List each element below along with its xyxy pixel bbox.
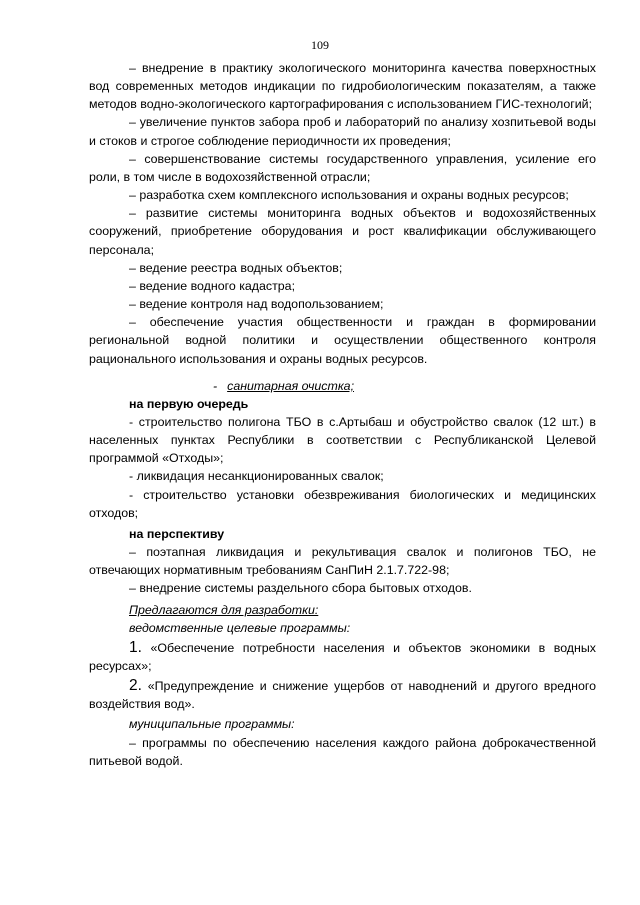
sanitary-section-title: [89, 377, 596, 395]
body-paragraph: – увеличение пунктов забора проб и лабораторий по анализу хозпитьевой воды и стоков и строгое соблюдение периодичности их проведения;: [89, 115, 596, 148]
body-paragraph: – обеспечение участия общественности и граждан в формировании региональной водной политики и осуществлении общественного контроля рационального использования и охраны водных ресурсов.: [89, 315, 596, 366]
departmental-programs-heading: ведомственные целевые программы:: [129, 620, 351, 635]
sanitary-dash: -: [213, 378, 218, 393]
body-paragraph: – ведение реестра водных объектов;: [129, 260, 343, 275]
first-priority-heading: на первую очередь: [129, 396, 249, 411]
item-text: «Предупреждение и снижение ущербов от наводнений и другого вредного воздействия вод».: [89, 679, 596, 712]
future-item: – внедрение системы раздельного сбора бытовых отходов.: [129, 581, 472, 596]
sanitary-title-text: санитарная очистка;: [227, 378, 355, 393]
departmental-program-item: [89, 639, 596, 675]
body-paragraph: – совершенствование системы государственного управления, усиление его роли, в том числе в водохозяйственной отрасли;: [89, 151, 596, 184]
body-paragraph: – развитие системы мониторинга водных объектов и водохозяйственных сооружений, приобретение оборудования и рост квалификации обслуживающего персонала;: [89, 206, 596, 257]
body-paragraph: – внедрение в практику экологического мониторинга качества поверхностных вод современных методов индикации по гидробиологическим показателям, а также методов водно-экологического картографирования с использованием ГИС-технологий;: [89, 61, 596, 112]
item-number: 1.: [129, 638, 142, 656]
municipal-program-item: – программы по обеспечению населения каждого района доброкачественной питьевой водой.: [89, 735, 596, 768]
item-text: «Обеспечение потребности населения и объектов экономики в водных ресурсах»;: [89, 640, 596, 673]
first-priority-item: - строительство полигона ТБО в с.Артыбаш и обустройство свалок (12 шт.) в населенных пунктах Республики в соответствии с Республиканской Целевой программой «Отходы»;: [89, 414, 596, 466]
body-paragraph: – разработка схем комплексного использования и охраны водных ресурсов;: [129, 188, 569, 203]
municipal-programs-heading: муниципальные программы:: [129, 717, 295, 732]
departmental-program-item: [89, 677, 596, 713]
first-priority-item: - строительство установки обезвреживания биологических и медицинских отходов;: [89, 487, 596, 520]
page-number: 109: [311, 38, 329, 52]
proposals-title: Предлагаются для разработки:: [129, 602, 319, 617]
future-item: – поэтапная ликвидация и рекультивация свалок и полигонов ТБО, не отвечающих нормативным требованиям СанПиН 2.1.7.722-98;: [89, 545, 596, 578]
page-body: [89, 59, 596, 770]
future-heading: на перспективу: [129, 526, 225, 541]
first-priority-item: - ликвидация несанкционированных свалок;: [129, 469, 384, 484]
item-number: 2.: [129, 677, 142, 695]
body-paragraph: – ведение контроля над водопользованием;: [129, 297, 384, 312]
body-paragraph: – ведение водного кадастра;: [129, 278, 296, 293]
